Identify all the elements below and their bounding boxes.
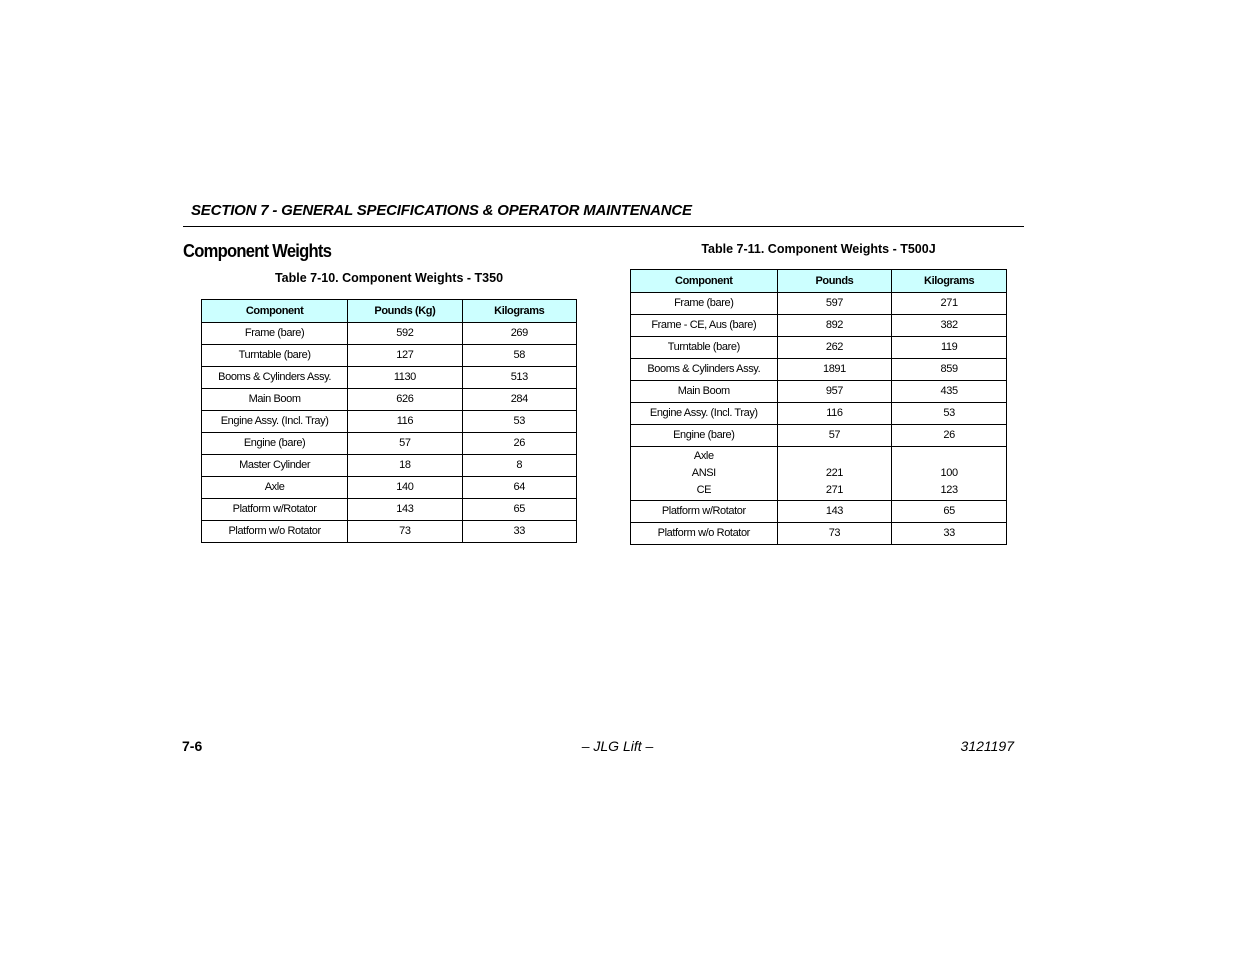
table-cell: 57: [348, 433, 462, 455]
table-cell: 64: [462, 477, 576, 499]
table-t500j-caption: Table 7-11. Component Weights - T500J: [701, 242, 936, 256]
table-cell: 284: [462, 389, 576, 411]
table-cell: Turntable (bare): [631, 337, 778, 359]
table-row: [631, 501, 1007, 523]
table-row: [202, 323, 577, 345]
table-cell: 33: [892, 523, 1007, 545]
table-cell: 140: [348, 477, 462, 499]
table-cell: 143: [777, 501, 892, 523]
table-cell: 513: [462, 367, 576, 389]
table-cell: Platform w/Rotator: [631, 501, 778, 523]
table-row: [631, 337, 1007, 359]
table-row: [631, 315, 1007, 337]
table-cell: 592: [348, 323, 462, 345]
table-row: [631, 359, 1007, 381]
table-cell: Axle: [202, 477, 348, 499]
table-t350: [201, 299, 577, 543]
table-cell: 221 271: [777, 447, 892, 501]
table-cell: Booms & Cylinders Assy.: [202, 367, 348, 389]
column-header: Kilograms: [892, 270, 1007, 293]
table-cell: Engine (bare): [631, 425, 778, 447]
document-number: 3121197: [960, 738, 1014, 754]
table-cell: 382: [892, 315, 1007, 337]
table-cell: Platform w/Rotator: [202, 499, 348, 521]
table-cell: 53: [462, 411, 576, 433]
table-cell: 127: [348, 345, 462, 367]
table-cell: 1891: [777, 359, 892, 381]
table-cell: 116: [348, 411, 462, 433]
table-header-row: [631, 270, 1007, 293]
page-heading: Component Weights: [183, 241, 332, 261]
table-row: [202, 455, 577, 477]
table-row: [202, 389, 577, 411]
table-cell: Platform w/o Rotator: [202, 521, 348, 543]
page-number: 7-6: [182, 738, 203, 754]
section-title: SECTION 7 - GENERAL SPECIFICATIONS & OPERATOR MAINTENANCE: [191, 202, 692, 219]
table-cell: 262: [777, 337, 892, 359]
column-header: Pounds (Kg): [348, 300, 462, 323]
table-row: [202, 433, 577, 455]
table-cell: 626: [348, 389, 462, 411]
table-cell: 1130: [348, 367, 462, 389]
table-t500j: [630, 269, 1007, 545]
table-cell: 33: [462, 521, 576, 543]
table-cell: 26: [892, 425, 1007, 447]
table-row: [631, 425, 1007, 447]
table-cell: 597: [777, 293, 892, 315]
table-row: [202, 521, 577, 543]
table-row: [202, 499, 577, 521]
table-cell: Engine Assy. (Incl. Tray): [631, 403, 778, 425]
table-cell: Frame (bare): [631, 293, 778, 315]
table-cell: Platform w/o Rotator: [631, 523, 778, 545]
table-cell: 73: [777, 523, 892, 545]
table-cell: 957: [777, 381, 892, 403]
table-cell: 73: [348, 521, 462, 543]
table-header-row: [202, 300, 577, 323]
table-cell: 58: [462, 345, 576, 367]
table-cell: 892: [777, 315, 892, 337]
table-cell: 8: [462, 455, 576, 477]
table-cell: 435: [892, 381, 1007, 403]
table-row: [631, 523, 1007, 545]
table-cell: Booms & Cylinders Assy.: [631, 359, 778, 381]
table-cell: Main Boom: [631, 381, 778, 403]
table-cell: Frame (bare): [202, 323, 348, 345]
table-cell: 859: [892, 359, 1007, 381]
table-row: [631, 381, 1007, 403]
table-cell: 143: [348, 499, 462, 521]
table-cell: 53: [892, 403, 1007, 425]
table-cell: Turntable (bare): [202, 345, 348, 367]
table-cell: 269: [462, 323, 576, 345]
table-t350-caption: Table 7-10. Component Weights - T350: [274, 271, 504, 285]
column-header: Kilograms: [462, 300, 576, 323]
header-rule: [183, 226, 1024, 227]
table-row: [631, 403, 1007, 425]
column-header: Component: [202, 300, 348, 323]
table-row: [202, 411, 577, 433]
table-row: [631, 447, 1007, 501]
footer-center-text: – JLG Lift –: [581, 738, 654, 754]
table-cell: Master Cylinder: [202, 455, 348, 477]
table-cell: Engine (bare): [202, 433, 348, 455]
table-cell: 26: [462, 433, 576, 455]
table-cell: 100 123: [892, 447, 1007, 501]
table-row: [631, 293, 1007, 315]
table-cell: 119: [892, 337, 1007, 359]
table-cell: 271: [892, 293, 1007, 315]
table-cell: Main Boom: [202, 389, 348, 411]
table-row: [202, 367, 577, 389]
table-row: [202, 477, 577, 499]
table-cell: 57: [777, 425, 892, 447]
table-cell: 116: [777, 403, 892, 425]
column-header: Component: [631, 270, 778, 293]
table-cell: Frame - CE, Aus (bare): [631, 315, 778, 337]
table-cell: 18: [348, 455, 462, 477]
table-cell: Engine Assy. (Incl. Tray): [202, 411, 348, 433]
table-row: [202, 345, 577, 367]
table-cell: 65: [892, 501, 1007, 523]
column-header: Pounds: [777, 270, 892, 293]
table-cell: 65: [462, 499, 576, 521]
table-cell: Axle ANSI CE: [631, 447, 778, 501]
